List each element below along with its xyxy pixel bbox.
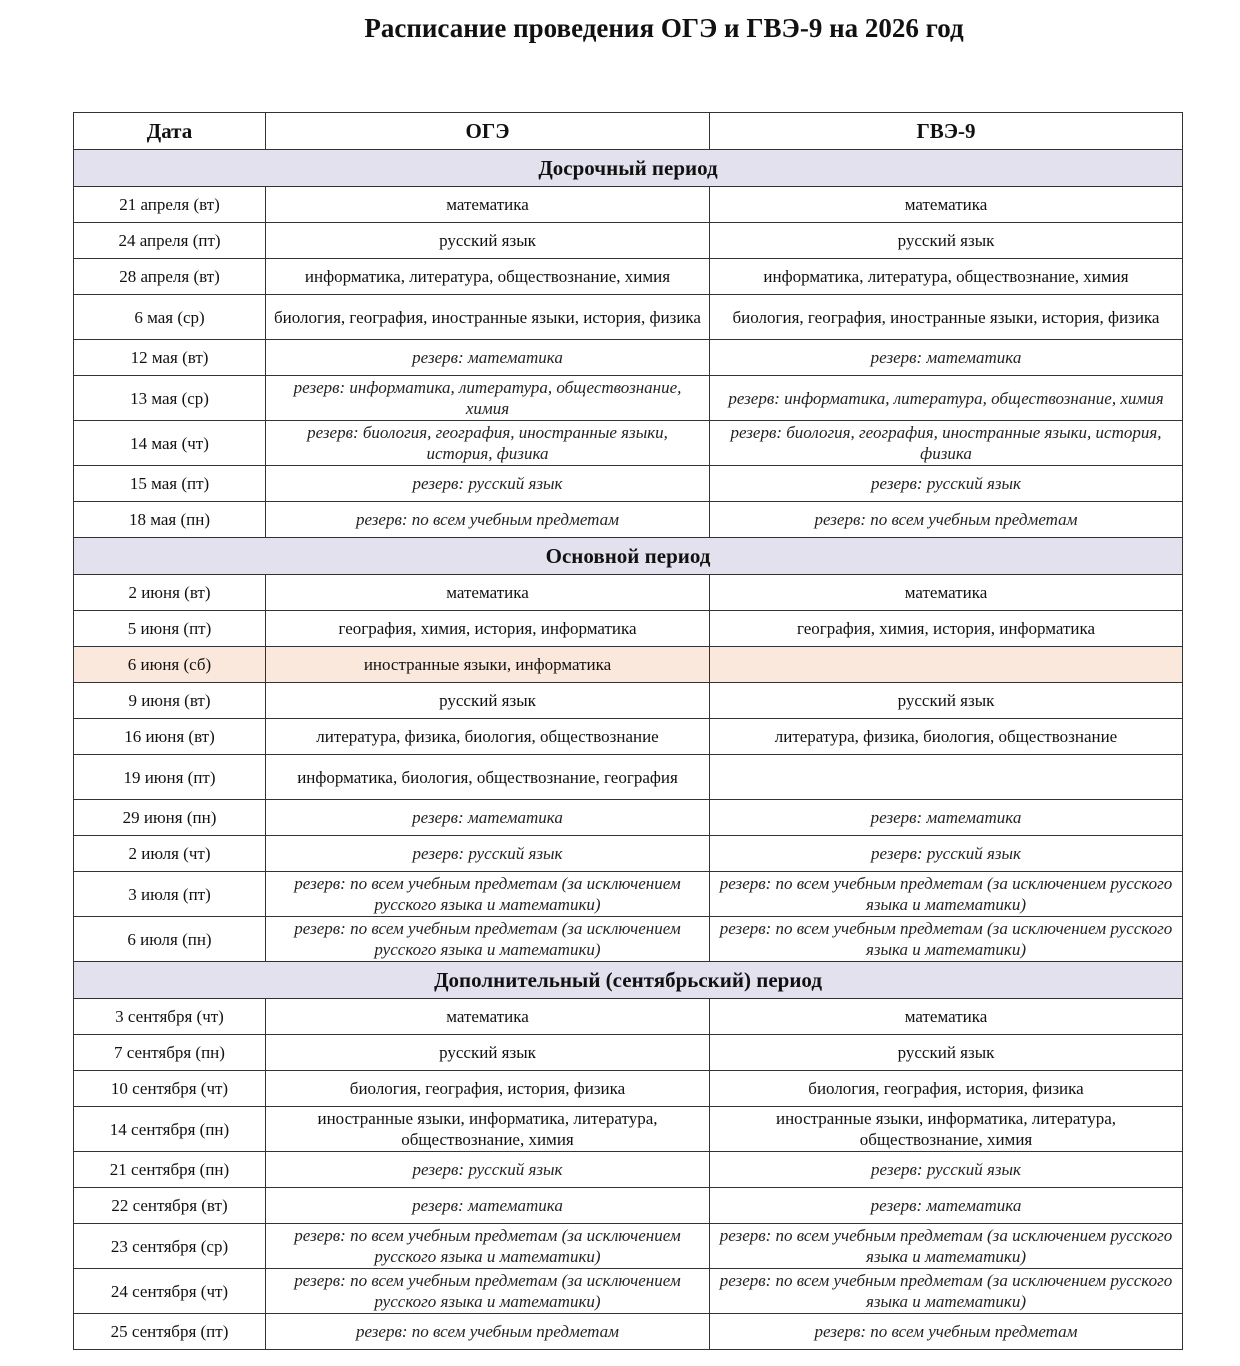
gve-cell: резерв: по всем учебным предметам bbox=[710, 502, 1183, 538]
table-row bbox=[74, 1224, 1183, 1269]
table-row bbox=[74, 502, 1183, 538]
oge-cell: резерв: математика bbox=[266, 800, 710, 836]
gve-cell: математика bbox=[710, 187, 1183, 223]
header-date: Дата bbox=[74, 113, 266, 150]
gve-cell: биология, география, история, физика bbox=[710, 1071, 1183, 1107]
period-heading: Основной период bbox=[74, 538, 1183, 575]
oge-cell: резерв: информатика, литература, обществознание, химия bbox=[266, 376, 710, 421]
gve-cell: резерв: по всем учебным предметам (за исключением русского языка и математики) bbox=[710, 872, 1183, 917]
date-cell: 6 мая (ср) bbox=[74, 295, 266, 340]
gve-cell: иностранные языки, информатика, литература, обществознание, химия bbox=[710, 1107, 1183, 1152]
oge-cell: биология, география, история, физика bbox=[266, 1071, 710, 1107]
gve-cell: резерв: русский язык bbox=[710, 836, 1183, 872]
date-cell: 6 июня (сб) bbox=[74, 647, 266, 683]
table-row bbox=[74, 1152, 1183, 1188]
gve-cell: резерв: русский язык bbox=[710, 466, 1183, 502]
date-cell: 23 сентября (ср) bbox=[74, 1224, 266, 1269]
gve-cell: резерв: по всем учебным предметам (за исключением русского языка и математики) bbox=[710, 1224, 1183, 1269]
gve-cell bbox=[710, 647, 1183, 683]
date-cell: 24 апреля (пт) bbox=[74, 223, 266, 259]
table-row bbox=[74, 719, 1183, 755]
table-row bbox=[74, 755, 1183, 800]
date-cell: 3 июля (пт) bbox=[74, 872, 266, 917]
date-cell: 18 мая (пн) bbox=[74, 502, 266, 538]
table-row bbox=[74, 1071, 1183, 1107]
gve-cell: резерв: математика bbox=[710, 340, 1183, 376]
gve-cell: литература, физика, биология, обществознание bbox=[710, 719, 1183, 755]
table-row bbox=[74, 1107, 1183, 1152]
date-cell: 19 июня (пт) bbox=[74, 755, 266, 800]
oge-cell: резерв: по всем учебным предметам (за исключением русского языка и математики) bbox=[266, 1224, 710, 1269]
gve-cell bbox=[710, 755, 1183, 800]
table-row bbox=[74, 340, 1183, 376]
date-cell: 21 сентября (пн) bbox=[74, 1152, 266, 1188]
date-cell: 24 сентября (чт) bbox=[74, 1269, 266, 1314]
gve-cell: резерв: по всем учебным предметам (за исключением русского языка и математики) bbox=[710, 1269, 1183, 1314]
table-row bbox=[74, 575, 1183, 611]
period-row bbox=[74, 538, 1183, 575]
gve-cell: резерв: биология, география, иностранные языки, история, физика bbox=[710, 421, 1183, 466]
oge-cell: резерв: русский язык bbox=[266, 1152, 710, 1188]
table-row bbox=[74, 836, 1183, 872]
table-row bbox=[74, 1188, 1183, 1224]
table-row bbox=[74, 295, 1183, 340]
gve-cell: русский язык bbox=[710, 223, 1183, 259]
gve-cell: резерв: информатика, литература, обществознание, химия bbox=[710, 376, 1183, 421]
date-cell: 25 сентября (пт) bbox=[74, 1314, 266, 1350]
oge-cell: резерв: биология, география, иностранные языки, история, физика bbox=[266, 421, 710, 466]
period-row bbox=[74, 962, 1183, 999]
gve-cell: математика bbox=[710, 575, 1183, 611]
table-row bbox=[74, 611, 1183, 647]
oge-cell: резерв: русский язык bbox=[266, 466, 710, 502]
gve-cell: резерв: по всем учебным предметам bbox=[710, 1314, 1183, 1350]
date-cell: 10 сентября (чт) bbox=[74, 1071, 266, 1107]
schedule-table bbox=[73, 112, 1183, 1350]
period-heading: Дополнительный (сентябрьский) период bbox=[74, 962, 1183, 999]
gve-cell: информатика, литература, обществознание, химия bbox=[710, 259, 1183, 295]
oge-cell: русский язык bbox=[266, 1035, 710, 1071]
oge-cell: резерв: русский язык bbox=[266, 836, 710, 872]
period-heading: Досрочный период bbox=[74, 150, 1183, 187]
date-cell: 13 мая (ср) bbox=[74, 376, 266, 421]
date-cell: 16 июня (вт) bbox=[74, 719, 266, 755]
table-row bbox=[74, 917, 1183, 962]
oge-cell: литература, физика, биология, обществознание bbox=[266, 719, 710, 755]
oge-cell: география, химия, история, информатика bbox=[266, 611, 710, 647]
gve-cell: математика bbox=[710, 999, 1183, 1035]
oge-cell: резерв: по всем учебным предметам bbox=[266, 1314, 710, 1350]
header-row bbox=[74, 113, 1183, 150]
table-row bbox=[74, 1269, 1183, 1314]
period-row bbox=[74, 150, 1183, 187]
gve-cell: резерв: русский язык bbox=[710, 1152, 1183, 1188]
oge-cell: иностранные языки, информатика, литература, обществознание, химия bbox=[266, 1107, 710, 1152]
header-oge: ОГЭ bbox=[266, 113, 710, 150]
oge-cell: иностранные языки, информатика bbox=[266, 647, 710, 683]
table-row bbox=[74, 999, 1183, 1035]
table-row bbox=[74, 683, 1183, 719]
table-row bbox=[74, 466, 1183, 502]
oge-cell: резерв: по всем учебным предметам (за исключением русского языка и математики) bbox=[266, 872, 710, 917]
oge-cell: математика bbox=[266, 575, 710, 611]
date-cell: 6 июля (пн) bbox=[74, 917, 266, 962]
date-cell: 9 июня (вт) bbox=[74, 683, 266, 719]
oge-cell: информатика, биология, обществознание, география bbox=[266, 755, 710, 800]
table-row bbox=[74, 223, 1183, 259]
oge-cell: резерв: по всем учебным предметам (за исключением русского языка и математики) bbox=[266, 917, 710, 962]
table-row bbox=[74, 421, 1183, 466]
oge-cell: резерв: математика bbox=[266, 340, 710, 376]
gve-cell: биология, география, иностранные языки, история, физика bbox=[710, 295, 1183, 340]
date-cell: 28 апреля (вт) bbox=[74, 259, 266, 295]
table-row bbox=[74, 1314, 1183, 1350]
gve-cell: география, химия, история, информатика bbox=[710, 611, 1183, 647]
oge-cell: математика bbox=[266, 187, 710, 223]
date-cell: 15 мая (пт) bbox=[74, 466, 266, 502]
oge-cell: информатика, литература, обществознание, химия bbox=[266, 259, 710, 295]
date-cell: 29 июня (пн) bbox=[74, 800, 266, 836]
date-cell: 5 июня (пт) bbox=[74, 611, 266, 647]
date-cell: 12 мая (вт) bbox=[74, 340, 266, 376]
date-cell: 7 сентября (пн) bbox=[74, 1035, 266, 1071]
gve-cell: русский язык bbox=[710, 683, 1183, 719]
oge-cell: математика bbox=[266, 999, 710, 1035]
table-row bbox=[74, 187, 1183, 223]
header-gve: ГВЭ-9 bbox=[710, 113, 1183, 150]
gve-cell: русский язык bbox=[710, 1035, 1183, 1071]
oge-cell: русский язык bbox=[266, 683, 710, 719]
table-body bbox=[74, 150, 1183, 1350]
date-cell: 14 мая (чт) bbox=[74, 421, 266, 466]
gve-cell: резерв: по всем учебным предметам (за исключением русского языка и математики) bbox=[710, 917, 1183, 962]
gve-cell: резерв: математика bbox=[710, 1188, 1183, 1224]
date-cell: 3 сентября (чт) bbox=[74, 999, 266, 1035]
date-cell: 14 сентября (пн) bbox=[74, 1107, 266, 1152]
oge-cell: резерв: математика bbox=[266, 1188, 710, 1224]
oge-cell: биология, география, иностранные языки, история, физика bbox=[266, 295, 710, 340]
table-row bbox=[74, 800, 1183, 836]
oge-cell: резерв: по всем учебным предметам bbox=[266, 502, 710, 538]
date-cell: 2 июля (чт) bbox=[74, 836, 266, 872]
table-header bbox=[74, 113, 1183, 150]
table-row bbox=[74, 376, 1183, 421]
date-cell: 21 апреля (вт) bbox=[74, 187, 266, 223]
table-row bbox=[74, 259, 1183, 295]
table-row bbox=[74, 1035, 1183, 1071]
table-row bbox=[74, 647, 1183, 683]
date-cell: 2 июня (вт) bbox=[74, 575, 266, 611]
table-row bbox=[74, 872, 1183, 917]
gve-cell: резерв: математика bbox=[710, 800, 1183, 836]
date-cell: 22 сентября (вт) bbox=[74, 1188, 266, 1224]
page-title: Расписание проведения ОГЭ и ГВЭ-9 на 2026 год bbox=[364, 13, 964, 43]
oge-cell: резерв: по всем учебным предметам (за исключением русского языка и математики) bbox=[266, 1269, 710, 1314]
oge-cell: русский язык bbox=[266, 223, 710, 259]
